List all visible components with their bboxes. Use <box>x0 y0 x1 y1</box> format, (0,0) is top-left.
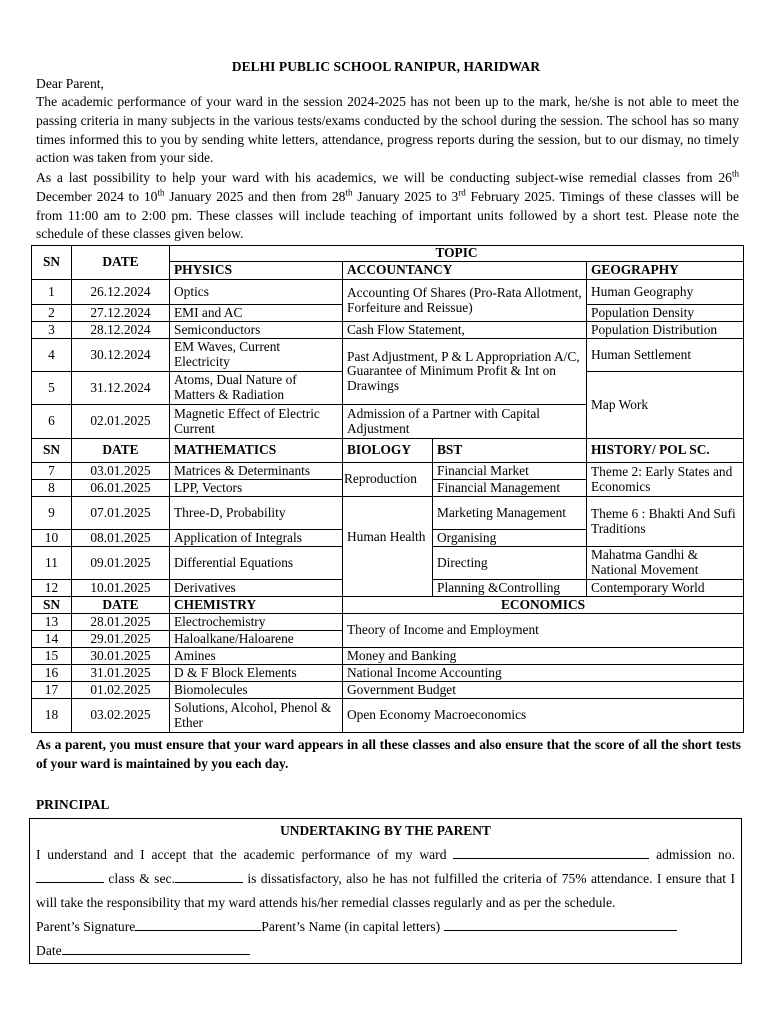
date-cell: 03.01.2025 <box>72 463 170 480</box>
sn-cell: 10 <box>32 530 72 547</box>
history-topic: Contemporary World <box>587 580 744 597</box>
sn-cell: 18 <box>32 699 72 733</box>
sn-cell: 14 <box>32 631 72 648</box>
paragraph-1 <box>36 93 739 168</box>
biology-blank-cell <box>343 497 433 530</box>
mathematics-topic: Matrices & Determinants <box>170 463 343 480</box>
paragraph-1-text: The academic performance of your ward in the session 2024-2025 has not been up to the mark, he/she is not able to meet the passing criteria in many subjects in the various tests/exams conducted by the school during the session. The school has so many times informed this to you by sending white letters, attendance, progress reports during the session, but to our dismay, no timely action was taken from your side. <box>36 94 739 166</box>
sn-header: SN <box>32 439 72 463</box>
date-cell: 31.01.2025 <box>72 665 170 682</box>
undertaking-text-4: is dissatisfactory, also he has not fulfilled the criteria of 75% attendance. I ensure that I will take the responsibility that my ward attends his/her remedial classes regularly and as per the schedule. <box>36 871 735 910</box>
sn-cell: 13 <box>32 614 72 631</box>
undertaking-heading: UNDERTAKING BY THE PARENT <box>280 823 491 838</box>
economics-topic: Theory of Income and Employment <box>343 614 744 648</box>
paragraph-2-part-e: February 2025. Timings of these classes will be from 11:00 am to 2:00 pm. These classes will include teaching of important units followed by a short test. Please note the schedule of these classes given below. <box>36 188 740 242</box>
date-cell: 06.01.2025 <box>72 480 170 497</box>
parent-signature-label: Parent’s Signature <box>36 919 136 934</box>
bst-topic: Marketing Management <box>433 497 587 530</box>
date-cell: 01.02.2025 <box>72 682 170 699</box>
physics-topic: EMI and AC <box>170 305 343 322</box>
date-cell: 28.01.2025 <box>72 614 170 631</box>
geography-topic: Human Geography <box>587 280 744 305</box>
ordinal-suffix: th <box>345 187 353 198</box>
mathematics-header: MATHEMATICS <box>170 439 343 463</box>
sn-cell: 7 <box>32 463 72 480</box>
ward-name-blank[interactable] <box>453 846 649 859</box>
undertaking-text-1: I understand and I accept that the academic performance of my ward <box>36 847 447 862</box>
parent-signature-blank[interactable] <box>135 918 261 931</box>
remedial-schedule-table <box>31 245 744 733</box>
bst-topic: Financial Management <box>433 480 587 497</box>
physics-header: PHYSICS <box>170 262 343 280</box>
date-cell: 31.12.2024 <box>72 372 170 405</box>
mathematics-topic: Derivatives <box>170 580 343 597</box>
date-line <box>36 939 735 963</box>
accountancy-topic: Accounting Of Shares (Pro-Rata Allotment, Forfeiture and Reissue) <box>343 280 587 322</box>
parent-notice: As a parent, you must ensure that your ward appears in all these classes and also ensure that the score of all the short tests of your ward is maintained by you each day. <box>36 737 741 771</box>
bst-topic: Directing <box>433 547 587 580</box>
admission-no-blank[interactable] <box>36 870 104 883</box>
sn-cell: 6 <box>32 405 72 439</box>
sn-cell: 16 <box>32 665 72 682</box>
undertaking-text-2: admission no. <box>656 847 736 862</box>
mathematics-topic: Differential Equations <box>170 547 343 580</box>
salutation: Dear Parent, <box>36 76 104 91</box>
sn-cell: 2 <box>32 305 72 322</box>
date-cell: 02.01.2025 <box>72 405 170 439</box>
sn-cell: 12 <box>32 580 72 597</box>
sn-cell: 8 <box>32 480 72 497</box>
date-header: DATE <box>72 246 170 280</box>
sn-cell: 11 <box>32 547 72 580</box>
class-sec-blank[interactable] <box>175 870 243 883</box>
mathematics-topic: LPP, Vectors <box>170 480 343 497</box>
sn-header: SN <box>32 597 72 614</box>
physics-topic: Semiconductors <box>170 322 343 339</box>
economics-header: ECONOMICS <box>343 597 744 614</box>
paragraph-2-part-c: January 2025 and then from 28 <box>164 188 346 204</box>
physics-topic: Atoms, Dual Nature of Matters & Radiation <box>170 372 343 405</box>
date-cell: 30.01.2025 <box>72 648 170 665</box>
sn-cell: 1 <box>32 280 72 305</box>
accountancy-header: ACCOUNTANCY <box>343 262 587 280</box>
economics-topic: National Income Accounting <box>343 665 744 682</box>
mathematics-topic: Application of Integrals <box>170 530 343 547</box>
sn-cell: 15 <box>32 648 72 665</box>
biology-topic: Reproduction <box>343 463 433 497</box>
date-cell: 10.01.2025 <box>72 580 170 597</box>
date-cell: 27.12.2024 <box>72 305 170 322</box>
chemistry-topic: Electrochemistry <box>170 614 343 631</box>
paragraph-2-part-d: January 2025 to 3 <box>352 188 459 204</box>
chemistry-topic: Biomolecules <box>170 682 343 699</box>
sn-cell: 4 <box>32 339 72 372</box>
topic-header: TOPIC <box>170 246 744 262</box>
economics-topic: Open Economy Macroeconomics <box>343 699 744 733</box>
economics-topic: Money and Banking <box>343 648 744 665</box>
bst-topic: Planning &Controlling <box>433 580 587 597</box>
sn-header: SN <box>32 246 72 280</box>
principal-label: PRINCIPAL <box>36 797 110 812</box>
biology-topic: Human Health <box>343 530 433 597</box>
ordinal-suffix: th <box>157 187 165 198</box>
biology-header: BIOLOGY <box>343 439 433 463</box>
bst-header: BST <box>433 439 587 463</box>
sn-cell: 5 <box>32 372 72 405</box>
chemistry-topic: Amines <box>170 648 343 665</box>
date-cell: 08.01.2025 <box>72 530 170 547</box>
bst-topic: Financial Market <box>433 463 587 480</box>
chemistry-topic: D & F Block Elements <box>170 665 343 682</box>
geography-topic: Map Work <box>587 372 744 439</box>
undertaking-text <box>36 843 735 915</box>
sn-cell: 9 <box>32 497 72 530</box>
history-pol-sc-header: HISTORY/ POL SC. <box>587 439 744 463</box>
date-header: DATE <box>72 597 170 614</box>
school-name: DELHI PUBLIC SCHOOL RANIPUR, HARIDWAR <box>231 59 541 74</box>
bst-topic: Organising <box>433 530 587 547</box>
ordinal-suffix: th <box>731 168 739 179</box>
economics-topic: Government Budget <box>343 682 744 699</box>
ordinal-suffix: rd <box>458 187 466 198</box>
paragraph-2-part-b: December 2024 to 10 <box>36 188 158 204</box>
accountancy-topic: Admission of a Partner with Capital Adjustment <box>343 405 587 439</box>
parent-name-blank[interactable] <box>444 918 677 931</box>
geography-topic: Population Density <box>587 305 744 322</box>
history-topic: Mahatma Gandhi & National Movement <box>587 547 744 580</box>
chemistry-topic: Solutions, Alcohol, Phenol & Ether <box>170 699 343 733</box>
date-cell: 03.02.2025 <box>72 699 170 733</box>
parent-name-label: Parent’s Name (in capital letters) <box>261 919 441 934</box>
physics-topic: Optics <box>170 280 343 305</box>
history-topic: Theme 6 : Bhakti And Sufi Traditions <box>587 497 744 547</box>
accountancy-topic: Cash Flow Statement, <box>343 322 587 339</box>
paragraph-2-part-a: As a last possibility to help your ward with his academics, we will be conducting subject-wise remedial classes from 26 <box>36 170 732 185</box>
geography-topic: Population Distribution <box>587 322 744 339</box>
mathematics-topic: Three-D, Probability <box>170 497 343 530</box>
physics-topic: EM Waves, Current Electricity <box>170 339 343 372</box>
paragraph-2 <box>36 169 739 244</box>
date-label: Date <box>36 943 62 958</box>
physics-topic: Magnetic Effect of Electric Current <box>170 405 343 439</box>
sn-cell: 3 <box>32 322 72 339</box>
undertaking-text-3: class & sec. <box>108 871 175 886</box>
date-cell: 07.01.2025 <box>72 497 170 530</box>
sn-cell: 17 <box>32 682 72 699</box>
date-cell: 09.01.2025 <box>72 547 170 580</box>
date-cell: 26.12.2024 <box>72 280 170 305</box>
date-cell: 28.12.2024 <box>72 322 170 339</box>
history-topic: Theme 2: Early States and Economics <box>587 463 744 497</box>
date-cell: 30.12.2024 <box>72 339 170 372</box>
chemistry-header: CHEMISTRY <box>170 597 343 614</box>
accountancy-topic: Past Adjustment, P & L Appropriation A/C, Guarantee of Minimum Profit & Int on Drawings <box>343 339 587 405</box>
geography-topic: Human Settlement <box>587 339 744 372</box>
chemistry-topic: Haloalkane/Haloarene <box>170 631 343 648</box>
date-header: DATE <box>72 439 170 463</box>
undertaking-box <box>29 818 742 964</box>
date-blank[interactable] <box>62 942 250 955</box>
date-cell: 29.01.2025 <box>72 631 170 648</box>
geography-header: GEOGRAPHY <box>587 262 744 280</box>
signature-line <box>36 915 735 939</box>
